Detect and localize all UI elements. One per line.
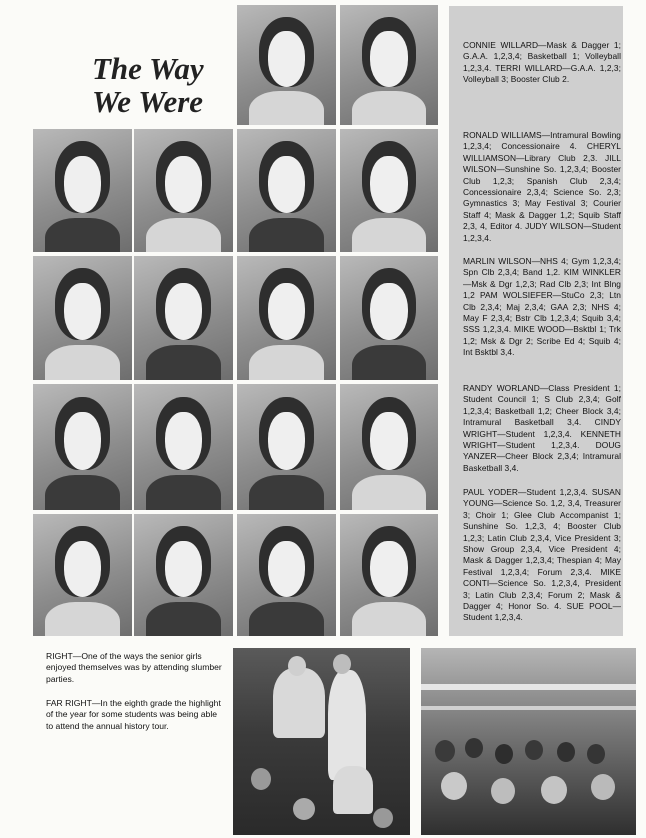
portrait-photo xyxy=(237,384,336,510)
bio-paragraph: PAUL YODER—Student 1,2,3,4. SUSAN YOUNG—Science So. 1,2, 3,4, Treasurer 3; Choir 1; Glee Club Accompanist 1; Sunshine So. 1,2,3, 4; Booster Club 1,2,3; Latin Club 2,3,4, Vice President 3; Show Group 2,3,4, Vice President 4; Mask & Dagger 1,2,3,4; Thespian 4; May Festival 1,2,3,4; Forum 2,3,4. MIKE CONTI—Science So. 1,2,3,4, President 3; Latin Club 2,3,4; Forum 2; Mask & Dagger 4; Honor So. 4. SUE POOL—Student 1,2,3,4. xyxy=(463,487,621,623)
portrait-photo xyxy=(340,514,438,636)
portrait-photo xyxy=(340,256,438,380)
caption-far-right: FAR RIGHT—In the eighth grade the highlight of the year for some students was being able to attend the annual history tour. xyxy=(46,698,221,731)
senior-bio-panel xyxy=(449,6,623,636)
portrait-photo xyxy=(134,129,233,252)
portrait-photo xyxy=(340,5,438,125)
page-title-line-1: The Way xyxy=(92,51,204,86)
caption-right: RIGHT—One of the ways the senior girls enjoyed themselves was by attending slumber parties. xyxy=(46,651,222,684)
bio-paragraph: RANDY WORLAND—Class President 1; Student Council 1; S Club 2,3,4; Golf 1,2,3,4; Basketball 1,2; Cheer Block 3,4; Intramural Basketball 3,4. CINDY WRIGHT—Student 1,2,3,4. KENNETH WRIGHT—Student 1,2,3,4. DOUG YANZER—Cheer Block 2,3,4; Intramural Basketball 3,4. xyxy=(463,383,621,473)
portrait-photo xyxy=(134,256,233,380)
portrait-photo xyxy=(33,129,132,252)
portrait-photo xyxy=(134,384,233,510)
bio-paragraph: CONNIE WILLARD—Mask & Dagger 1; G.A.A. 1,2,3,4; Basketball 1; Volleyball 1,2,3,4. TERRI WILLARD—G.A.A. 1,2,3; Volleyball 3; Booster Club 2. xyxy=(463,40,621,85)
bio-paragraph: RONALD WILLIAMS—Intramural Bowling 1,2,3,4; Concessionaire 4. CHERYL WILLIAMSON—Library Club 2,3. JILL WILSON—Sunshine So. 1,2,3,4; Booster Club 1,2,3; Spanish Club 2,3,4; Concessionaire 2,3,4; Science So. 2,3; Gymnastics 3; May Festival 3; Courier Staff 4; Mask & Dagger 1,2; Squib Staff 2,3, 4, Editor 4. JUDY WILSON—Student 1,2,3,4. xyxy=(463,130,621,243)
portrait-photo xyxy=(33,384,132,510)
portrait-photo xyxy=(237,256,336,380)
portrait-photo xyxy=(340,129,438,252)
portrait-photo xyxy=(237,129,336,252)
portrait-photo xyxy=(33,514,132,636)
page-title-line-2: We Were xyxy=(92,84,204,119)
portrait-photo xyxy=(33,256,132,380)
portrait-photo xyxy=(134,514,233,636)
portrait-photo xyxy=(237,514,336,636)
portrait-photo xyxy=(340,384,438,510)
page-title xyxy=(92,52,232,118)
portrait-photo xyxy=(237,5,336,125)
bio-paragraph: MARLIN WILSON—NHS 4; Gym 1,2,3,4; Spn Clb 2,3,4; Band 1,2. KIM WINKLER—Msk & Dgr 1,2,3; Rad Clb 2,3; Int Blng 1,2 PAM WOLSIEFER—StuCo 2,3; Ltn Clb 2,3,4; Maj 2,3,4; GAA 2,3; NHS 4; May F 2,3,4; Bstr Clb 1,2,3,4; Squib 3,4; SSS 1,2,3,4. MIKE WOOD—Bsktbl 1; Trk 1,2; Msk & Dgr 2; Scribe Ed 4; Squib 4; Int Bsktbl 3,4. xyxy=(463,256,621,358)
slumber-party-photo xyxy=(233,648,410,835)
history-tour-bus-photo xyxy=(421,648,636,835)
